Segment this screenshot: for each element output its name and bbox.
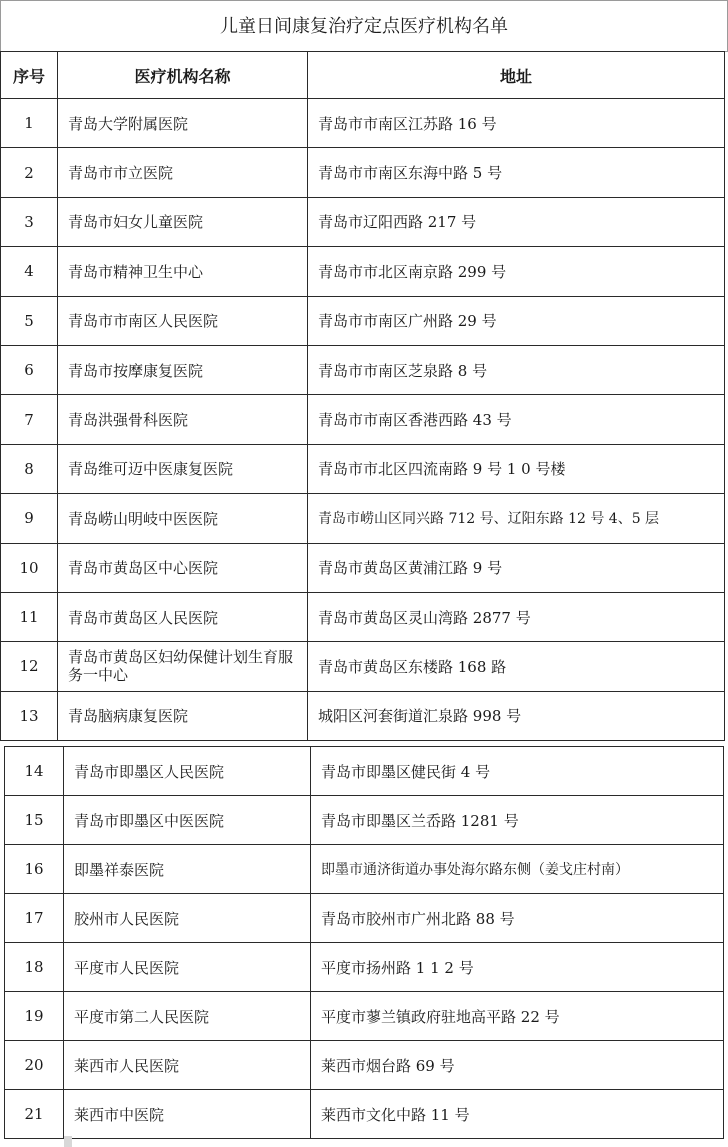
row-index: 7: [1, 395, 58, 444]
row-name: 平度市第二人民医院: [64, 992, 311, 1041]
table-row: [1, 642, 725, 691]
row-address: 青岛市市北区四流南路 9 号 1 0 号楼: [308, 444, 725, 493]
table-row: [5, 992, 724, 1041]
row-index: 21: [5, 1090, 64, 1139]
table-row: [1, 148, 725, 197]
row-address: 青岛市市南区东海中路 5 号: [308, 148, 725, 197]
row-name: 青岛市按摩康复医院: [58, 345, 308, 394]
row-name: 莱西市人民医院: [64, 1041, 311, 1090]
table-row: [5, 1090, 724, 1139]
row-index: 16: [5, 845, 64, 894]
table-row: [1, 247, 725, 296]
table-row: [1, 691, 725, 740]
row-index: 14: [5, 747, 64, 796]
row-name: 平度市人民医院: [64, 943, 311, 992]
table-row: [5, 894, 724, 943]
row-index: 5: [1, 296, 58, 345]
table-row: [1, 395, 725, 444]
row-address: 青岛市即墨区健民街 4 号: [311, 747, 724, 796]
row-index: 17: [5, 894, 64, 943]
row-name: 青岛脑病康复医院: [58, 691, 308, 740]
row-address: 青岛市黄岛区东楼路 168 路: [308, 642, 725, 691]
table-row: [1, 99, 725, 148]
page-edge-mark: [64, 1136, 72, 1147]
row-address: 青岛市市南区江苏路 16 号: [308, 99, 725, 148]
row-index: 20: [5, 1041, 64, 1090]
table-row: [1, 296, 725, 345]
table-row: [1, 592, 725, 641]
row-address: 城阳区河套街道汇泉路 998 号: [308, 691, 725, 740]
row-index: 4: [1, 247, 58, 296]
table-row: [5, 943, 724, 992]
row-address: 莱西市烟台路 69 号: [311, 1041, 724, 1090]
row-address: 青岛市市南区芝泉路 8 号: [308, 345, 725, 394]
table-row: [5, 845, 724, 894]
row-address: 平度市扬州路 1 1 2 号: [311, 943, 724, 992]
row-name: 青岛洪强骨科医院: [58, 395, 308, 444]
row-address: 莱西市文化中路 11 号: [311, 1090, 724, 1139]
row-name: 青岛崂山明岐中医医院: [58, 494, 308, 543]
institutions-table-part-2: [4, 746, 724, 1139]
row-address: 青岛市即墨区兰岙路 1281 号: [311, 796, 724, 845]
row-name: 青岛市黄岛区中心医院: [58, 543, 308, 592]
row-address: 青岛市市北区南京路 299 号: [308, 247, 725, 296]
row-index: 15: [5, 796, 64, 845]
row-name: 青岛市精神卫生中心: [58, 247, 308, 296]
row-address: 青岛市胶州市广州北路 88 号: [311, 894, 724, 943]
row-index: 8: [1, 444, 58, 493]
row-name: 青岛市即墨区中医医院: [64, 796, 311, 845]
row-index: 11: [1, 592, 58, 641]
table-row: [1, 345, 725, 394]
row-name: 青岛市即墨区人民医院: [64, 747, 311, 796]
row-index: 13: [1, 691, 58, 740]
table-row: [5, 796, 724, 845]
row-address: 青岛市辽阳西路 217 号: [308, 197, 725, 246]
row-name: 青岛市市南区人民医院: [58, 296, 308, 345]
institutions-table-part-1: [0, 51, 725, 741]
row-index: 12: [1, 642, 58, 691]
table-header-row: [1, 52, 725, 99]
row-address: 平度市蓼兰镇政府驻地高平路 22 号: [311, 992, 724, 1041]
row-name: 青岛市市立医院: [58, 148, 308, 197]
table-row: [1, 543, 725, 592]
row-name: 莱西市中医院: [64, 1090, 311, 1139]
row-name: 青岛市黄岛区妇幼保健计划生育服务一中心: [58, 642, 308, 691]
row-index: 18: [5, 943, 64, 992]
row-name: 即墨祥泰医院: [64, 845, 311, 894]
page-title: 儿童日间康复治疗定点医疗机构名单: [0, 0, 728, 52]
row-address: 青岛市市南区香港西路 43 号: [308, 395, 725, 444]
header-address: 地址: [308, 52, 725, 99]
row-address: 青岛市黄岛区灵山湾路 2877 号: [308, 592, 725, 641]
row-name: 青岛市黄岛区人民医院: [58, 592, 308, 641]
row-name: 青岛市妇女儿童医院: [58, 197, 308, 246]
row-address: 青岛市黄岛区黄浦江路 9 号: [308, 543, 725, 592]
table-row: [5, 1041, 724, 1090]
table-row: [1, 444, 725, 493]
row-address: 青岛市崂山区同兴路 712 号、辽阳东路 12 号 4、5 层: [308, 494, 725, 543]
row-index: 10: [1, 543, 58, 592]
row-index: 9: [1, 494, 58, 543]
row-name: 青岛维可迈中医康复医院: [58, 444, 308, 493]
table-row: [1, 197, 725, 246]
table-row: [1, 494, 725, 543]
header-index: 序号: [1, 52, 58, 99]
row-address: 青岛市市南区广州路 29 号: [308, 296, 725, 345]
row-index: 1: [1, 99, 58, 148]
row-index: 2: [1, 148, 58, 197]
row-name: 青岛大学附属医院: [58, 99, 308, 148]
row-index: 19: [5, 992, 64, 1041]
row-name: 胶州市人民医院: [64, 894, 311, 943]
row-index: 3: [1, 197, 58, 246]
header-name: 医疗机构名称: [58, 52, 308, 99]
table-row: [5, 747, 724, 796]
row-index: 6: [1, 345, 58, 394]
row-address: 即墨市通济街道办事处海尔路东侧（姜戈庄村南）: [311, 845, 724, 894]
